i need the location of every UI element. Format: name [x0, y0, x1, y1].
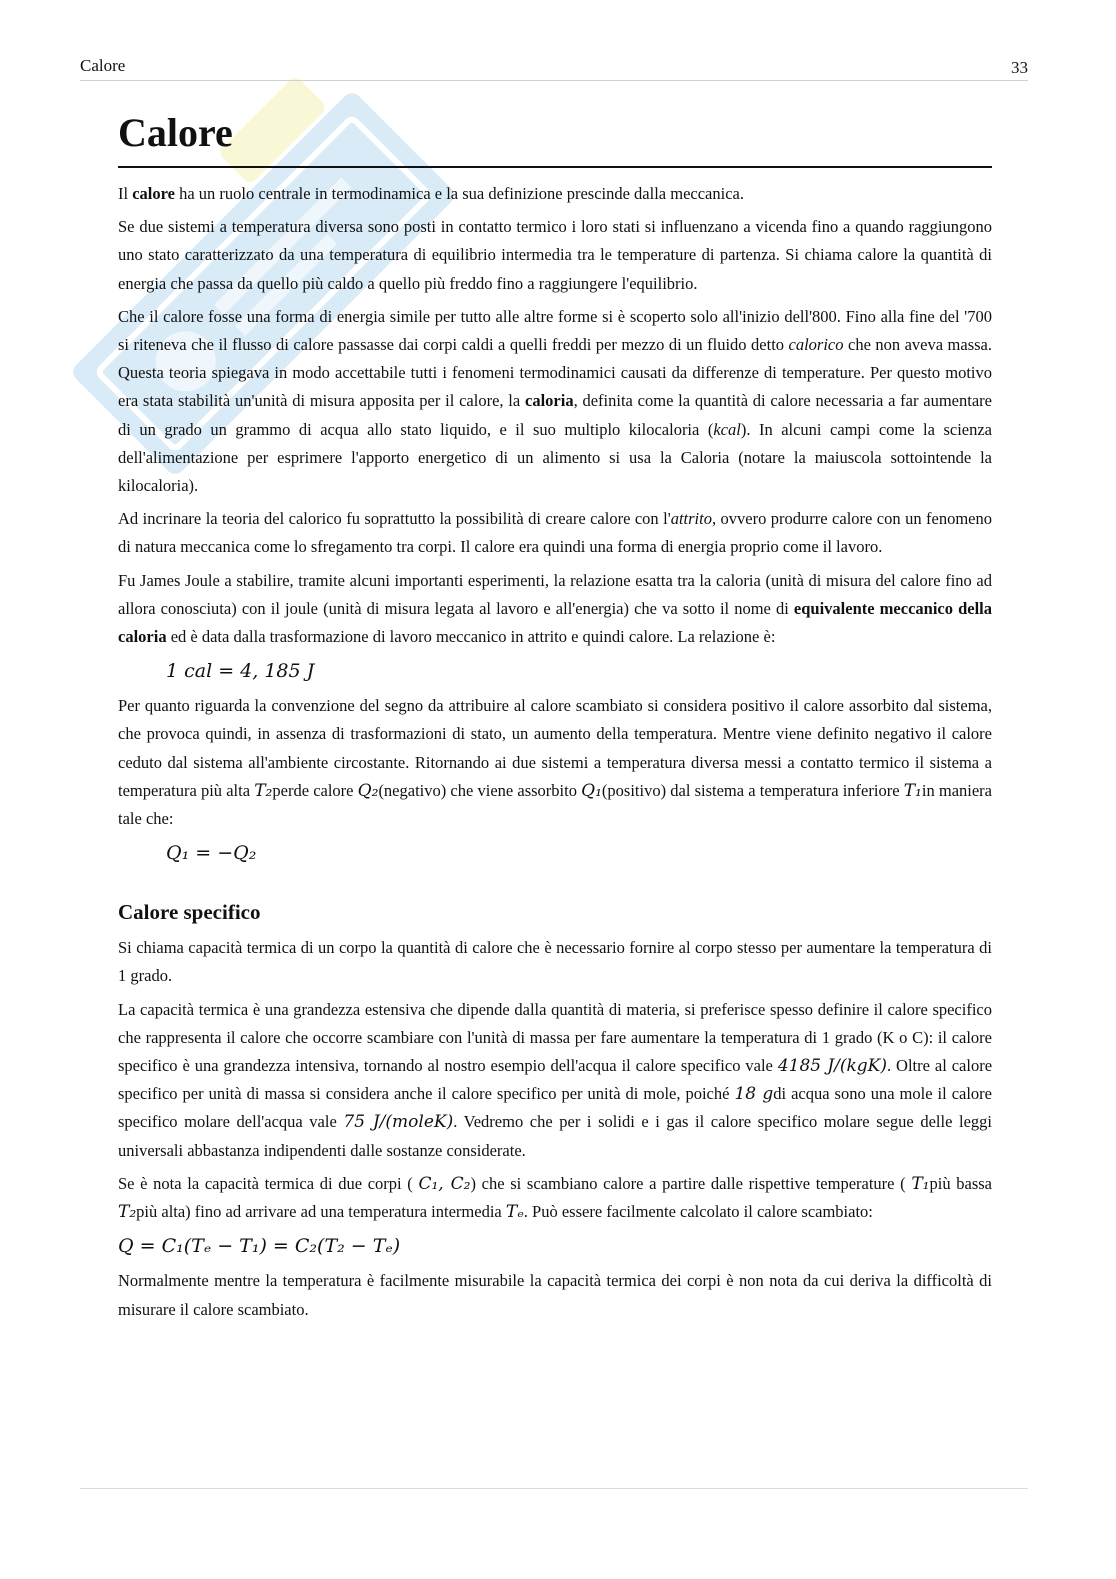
page-title: Calore: [118, 108, 992, 168]
formula-q1-q2: Q₁ = −Q₂: [166, 842, 257, 865]
math-t2-high: T₂: [118, 1202, 137, 1223]
article-body: [118, 108, 992, 1329]
term-attrito: attrito: [670, 509, 712, 529]
paragraph-measurement: Normalmente mentre la temperatura è facilmente misurabile la capacità termica dei corpi è non nota da cui deriva la difficoltà di misurare il calore scambiato.: [118, 1271, 992, 1319]
math-q1: Q₁: [581, 780, 602, 801]
math-t1-low: T₁: [911, 1173, 930, 1194]
paragraph-capacita-termica: Si chiama capacità termica di un corpo la quantità di calore che è necessario fornire al corpo stesso per aumentare la temperatura di 1 grado.: [118, 938, 992, 986]
paragraph-history: Che il calore fosse una forma di energia simile per tutto alle altre forme si è scoperto solo all'inizio dell'800. Fino alla fine del '700 si riteneva che il flusso di calore passasse dai corpi caldi a quelli freddi per mezzo di un fluido detto calorico che non aveva massa. Questa teoria spiegava in modo accettabile tutti i fenomeni termodinamici causati da differenze di temperature. Per questo motivo era stata stabilità un'unità di misura apposita per il calore, la caloria, definita come la quantità di calore necessaria a far aumentare di un grado un grammo di acqua allo stato liquido, e il suo multiplo kilocaloria (kcal). In alcuni campi come la scienza dell'alimentazione per esprimere l'apporto energetico di un alimento si usa la Caloria (notare la maiuscola sottointende la kilocaloria).: [118, 306, 993, 496]
formula-cal-joule: 1 cal = 4, 185 J: [166, 660, 315, 683]
paragraph-definition: Se due sistemi a temperatura diversa sono posti in contatto termico i loro stati si influenzano a vicenda fino a quando raggiungono uno stato caratterizzato da una temperatura di equilibrio intermedia tra le temperature di partenza. Si chiama calore la quantità di energia che passa da quello più caldo a quello più freddo fino a raggiungere l'equilibrio.: [118, 217, 992, 293]
term-kcal: kcal: [713, 419, 741, 439]
term-caloria: caloria: [525, 391, 574, 411]
math-18g: 18 g: [734, 1084, 774, 1105]
term-equivalente-meccanico: equivalente meccanico della caloria: [118, 598, 993, 647]
header-section-name: Calore: [80, 56, 126, 75]
math-specific-heat-mass: 4185 J/(kgK): [777, 1056, 887, 1077]
math-te: Tₑ: [505, 1202, 524, 1223]
paragraph-attrito: Ad incrinare la teoria del calorico fu soprattutto la possibilità di creare calore con l'attrito, ovvero produrre calore con un fenomeno di natura meccanica come lo sfregamento tra corpi. Il calore era quindi una forma di energia proprio come il lavoro.: [118, 509, 992, 557]
formula-heat-exchange: Q = C₁(Tₑ − T₁) = C₂(T₂ − Tₑ): [118, 1235, 401, 1258]
paragraph-sign-convention: Per quanto riguarda la convenzione del segno da attribuire al calore scambiato si considera positivo il calore assorbito dal sistema, che provoca quindi, in assenza di trasformazioni di stato, un aumento della temperatura. Mentre viene definito negativo il calore ceduto dal sistema all'ambiente circostante. Ritornando ai due sistemi a temperatura diversa messi a contatto termico il sistema a temperatura più alta T₂perde calore Q₂(negativo) che viene assorbito Q₁(positivo) dal sistema a temperatura inferiore T₁in maniera tale che:: [118, 696, 993, 829]
running-header: [80, 52, 1028, 81]
math-t2: T₂: [254, 780, 273, 801]
math-c1-c2: C₁, C₂: [418, 1173, 471, 1194]
page-number: 33: [1011, 58, 1028, 77]
term-calore: calore: [132, 184, 175, 203]
paragraph-two-bodies: Se è nota la capacità termica di due corpi ( C₁, C₂) che si scambiano calore a partire dalle rispettive temperature ( T₁più bassa T₂più alta) fino ad arrivare ad una temperatura intermedia Tₑ. Può essere facilmente calcolato il calore scambiato:: [118, 1173, 993, 1223]
math-t1: T₁: [903, 780, 922, 801]
math-q2: Q₂: [357, 780, 379, 801]
section-heading-calore-specifico: Calore specifico: [118, 900, 261, 925]
paragraph-joule: Fu James Joule a stabilire, tramite alcuni importanti esperimenti, la relazione esatta tra la caloria (unità di misura del calore fino ad allora conosciuta) con il joule (unità di misura legata al lavoro e all'energia) che va sotto il nome di equivalente meccanico della caloria ed è data dalla trasformazione di lavoro meccanico in attrito e quindi calore. La relazione è:: [118, 570, 993, 647]
footer-divider: [80, 1488, 1028, 1489]
math-specific-heat-mole: 75 J/(moleK): [343, 1112, 454, 1133]
paragraph-calore-specifico: La capacità termica è una grandezza estensiva che dipende dalla quantità di materia, si preferisce spesso definire il calore specifico che rappresenta il calore che occorre scambiare con l'unità di massa per fare aumentare la temperatura di 1 grado (K o C): il calore specifico è una grandezza intensiva, tornando al nostro esempio dell'acqua il calore specifico vale 4185 J/(kgK). Oltre al calore specifico per unità di massa si considera anche il calore specifico per unità di mole, poiché 18 gdi acqua sono una mole il calore specifico molare dell'acqua vale 75 J/(moleK). Vedremo che per i solidi e i gas il calore specifico molare segue delle leggi universali abbastanza indipendenti dalle sostanze considerate.: [118, 999, 993, 1160]
term-calorico: calorico: [788, 335, 844, 355]
paragraph-intro: Il calore ha un ruolo centrale in termodinamica e la sua definizione prescinde dalla meccanica.: [118, 184, 744, 203]
